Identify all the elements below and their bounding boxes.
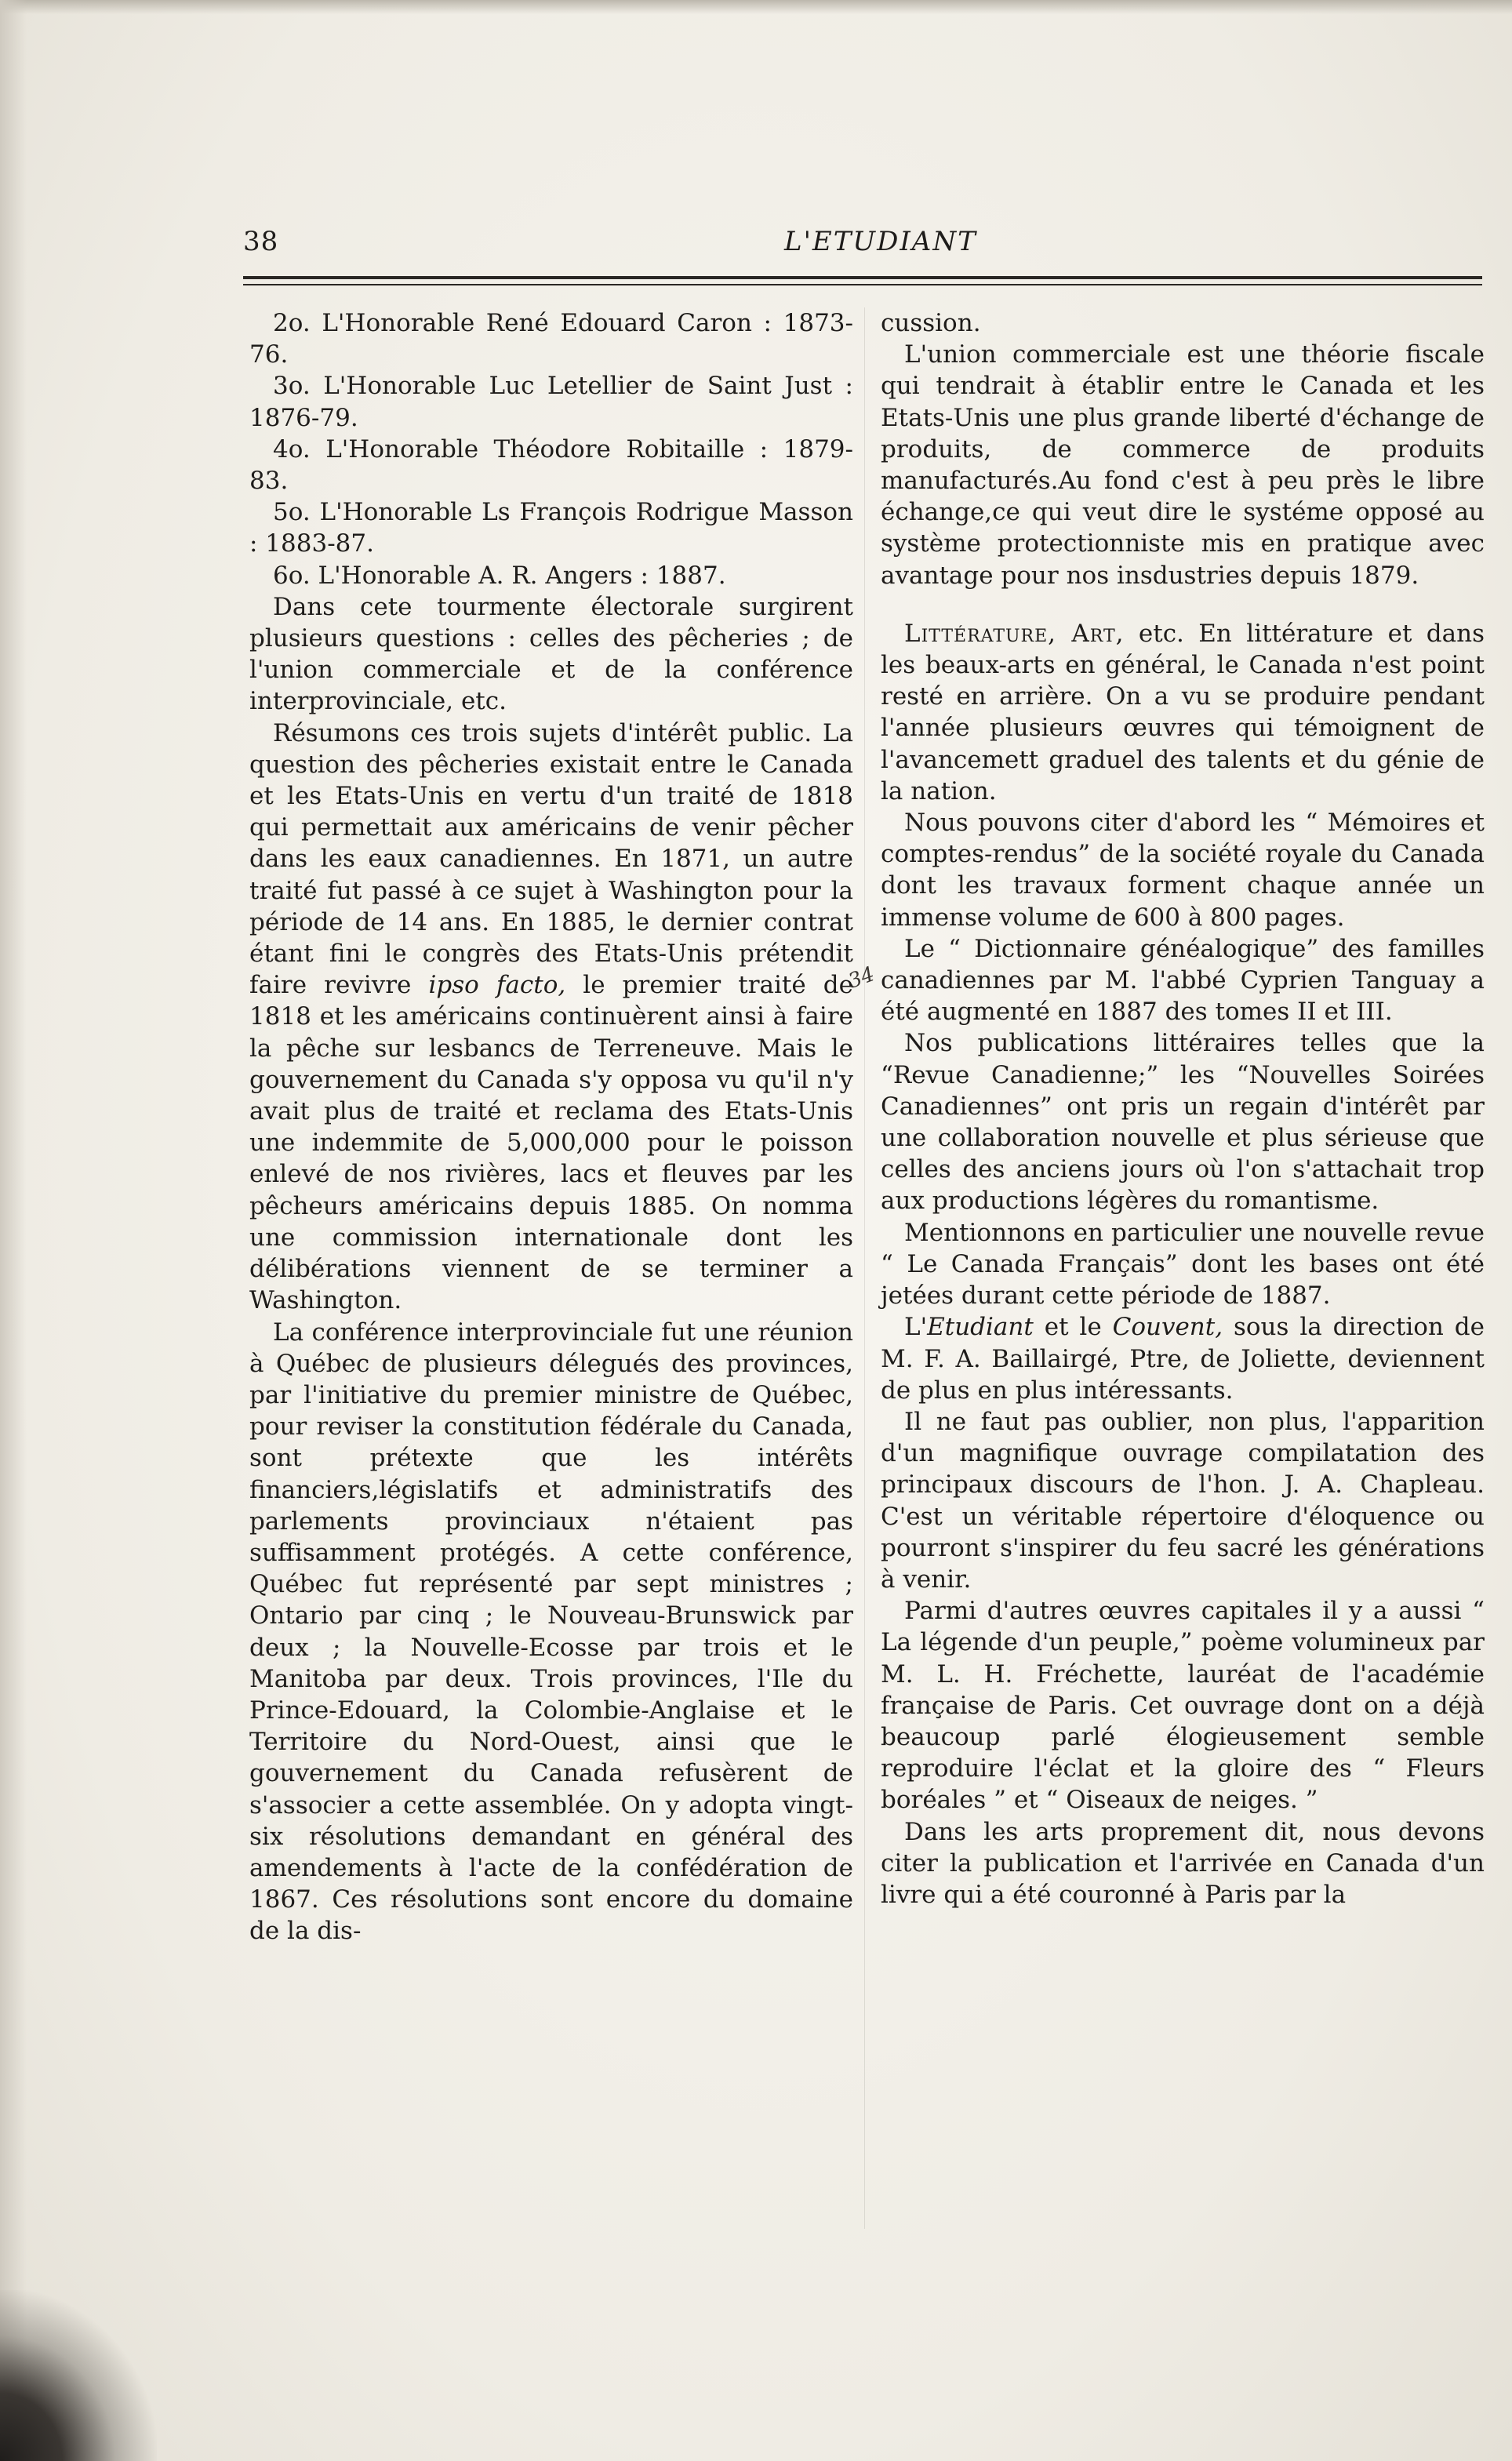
paragraph-fisheries [249, 718, 853, 1317]
etudiant-prefix: L' [904, 1313, 928, 1342]
scan-corner-stain [0, 2290, 157, 2461]
paragraph-questions: Dans cete tourmente électorale surgirent plusieurs questions : celles des pêcheries ; de l'union commerciale et de la conférence interprovinciale, etc. [249, 592, 853, 716]
governor-list-item: 2o. L'Honorable René Edouard Caron : 1873-76. [249, 309, 853, 369]
paragraph-publications: Nos publications littéraires telles que la “Revue Canadienne;” les “Nouvelles Soirées Canadiennes” ont pris un regain d'intérêt par une collaboration nouvelle et plus sérieuse que celles des anciens jours où l'on s'attachait trop aux productions légères du romantisme. [881, 1029, 1485, 1216]
etudiant-mid: et le [1033, 1313, 1113, 1342]
fisheries-text-a: Résumons ces trois sujets d'intérêt public. La question des pêcheries existait entre le Canada et les Etats-Unis en vertu d'un traité de 1818 qui permettait aux américains de venir pêcher dans les eaux canadiennes. En 1871, un autre traité fut passé à ce sujet à Washington pour la période de 14 ans. En 1885, le dernier contrat étant fini le congrès des Etats-Unis prétendit faire revivre [249, 718, 853, 1000]
paragraph-revue: Mentionnons en particulier une nouvelle revue “ Le Canada Français” dont les bases ont été jetées durant cette période de 1887. [881, 1218, 1485, 1310]
page-number: 38 [243, 226, 279, 257]
governor-list-item: 3o. L'Honorable Luc Letellier de Saint Just : 1876-79. [249, 372, 853, 432]
paragraph-literature [881, 618, 1485, 807]
paragraph-union: L'union commerciale est une théorie fiscale qui tendrait à établir entre le Canada et les Etats-Unis une plus grande liberté d'échange de produits, de commerce de produits manufacturés.Au fond c'est à peu près le libre échange,ce qui veut dire le systéme opposé au système protectionniste mis en pratique avec avantage pour nos insdustries depuis 1879. [881, 340, 1485, 590]
etudiant-title: Etudiant [927, 1313, 1034, 1342]
paragraph-arts: Dans les arts proprement dit, nous devons citer la publication et l'arrivée en Canada d'un livre qui a été couronné à Paris par la [881, 1817, 1485, 1909]
paragraph-frechette: Parmi d'autres œuvres capitales il y a aussi “ La légende d'un peuple,” poème volumineux par M. L. H. Fréchette, lauréat de l'académie française de Paris. Cet ouvrage dont on a déjà beaucoup parlé élogieusement semble reproduire l'éclat et la gloire des “ Fleurs boréales ” et “ Oiseaux de neiges. ” [881, 1597, 1485, 1815]
ipso-facto-italic: ipso facto, [428, 971, 566, 1000]
paragraph-dictionnaire: Le “ Dictionnaire généalogique” des familles canadiennes par M. l'abbé Cyprien Tanguay a été augmenté en 1887 des tomes II et III. [881, 934, 1485, 1027]
section-gap [881, 591, 1485, 618]
header-rule-thick [243, 276, 1482, 279]
paragraph-chapleau: Il ne faut pas oublier, non plus, l'apparition d'un magnifique ouvrage compilatation des principaux discours de l'hon. J. A. Chapleau. C'est un véritable répertoire d'éloquence ou pourront s'inspirer du feu sacré les générations à venir. [881, 1407, 1485, 1594]
governor-list-item: 4o. L'Honorable Théodore Robitaille : 1879-83. [249, 434, 853, 496]
page-header [243, 226, 1482, 265]
fisheries-text-b: le premier traité de 1818 et les américains continuèrent ainsi à faire la pêche sur lesbancs de Terreneuve. Mais le gouvernement du Canada s'y opposa vu qu'il n'y avait plus de traité et reclama des Etats-Unis une indemmite de 5,000,000 pour le poisson enlevé de nos rivières, lacs et fleuves par les pêcheurs américains depuis 1885. On nomma une commission internationale dont les délibérations viennent de se terminer a Washington. [249, 971, 853, 1315]
handwritten-margin-note: 34 [845, 962, 878, 994]
literature-text: etc. En littérature et dans les beaux-arts en général, le Canada n'est point resté en arrière. On a vu se produire pendant l'année plusieurs œuvres qui témoignent de l'avancemett graduel des talents et du génie de la nation. [881, 619, 1485, 805]
etudiant-rest: sous la direction de M. F. A. Baillairgé, Ptre, de Joliette, deviennent de plus en plus intéressants. [881, 1313, 1485, 1405]
paragraph-continuation: cussion. [881, 309, 981, 337]
scan-left-edge [0, 0, 27, 2461]
paragraph-etudiant [881, 1311, 1485, 1406]
paragraph-memoires: Nous pouvons citer d'abord les “ Mémoires et comptes-rendus” de la société royale du Canada dont les travaux forment chaque année un immense volume de 600 à 800 pages. [881, 809, 1485, 932]
section-heading-literature: Littérature, Art, [904, 619, 1125, 648]
left-column [249, 307, 853, 1947]
paragraph-conference: La conférence interprovinciale fut une réunion à Québec de plusieurs délegués des provinces, par l'initiative du premier ministre de Québec, pour reviser la constitution fédérale du Canada, sont prétexte que les intérêts financiers,législatifs et administratifs des parlements provinciaux n'étaient pas suffisamment protégés. A cette conférence, Québec fut représenté par sept ministres ; Ontario par cinq ; le Nouveau-Brunswick par deux ; la Nouvelle-Ecosse par trois et le Manitoba par deux. Trois provinces, l'Ile du Prince-Edouard, la Colombie-Anglaise et le Territoire du Nord-Ouest, ainsi que le gouvernement du Canada refusèrent de s'associer a cette assemblée. On y adopta vingt-six résolutions demandant en général des amendements à l'acte de la confédération de 1867. Ces résolutions sont encore du domaine de la dis- [249, 1318, 853, 1946]
governor-list-item: 5o. L'Honorable Ls François Rodrigue Masson : 1883-87. [249, 498, 853, 558]
right-column [881, 307, 1485, 1910]
running-title: L'ETUDIANT [784, 226, 977, 257]
header-rule-thin [243, 284, 1482, 285]
couvent-title: Couvent, [1112, 1313, 1223, 1342]
column-gutter [864, 307, 865, 2229]
governor-list-item: 6o. L'Honorable A. R. Angers : 1887. [273, 561, 726, 590]
scan-top-edge [0, 0, 1512, 14]
